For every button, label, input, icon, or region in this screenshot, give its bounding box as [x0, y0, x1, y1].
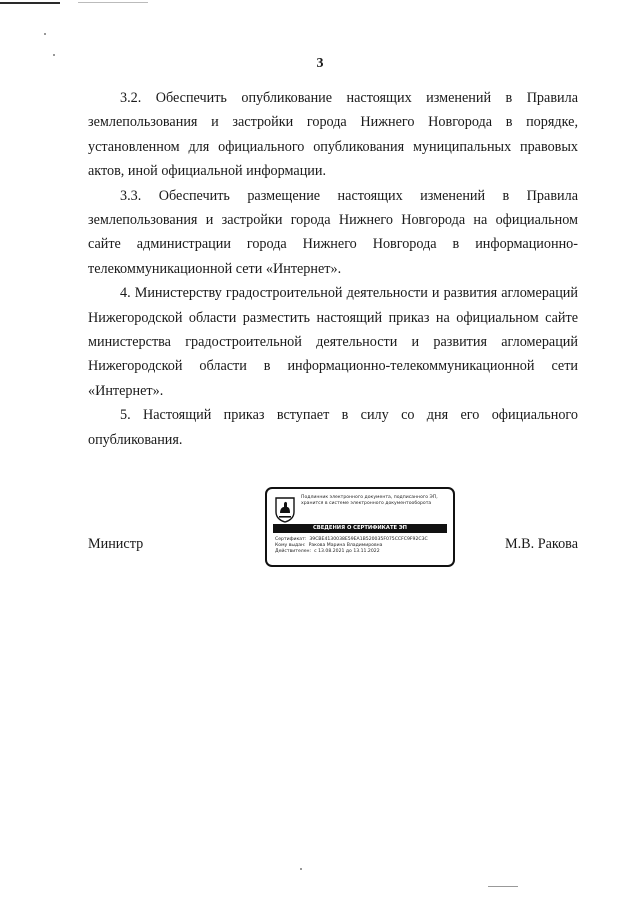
coat-of-arms-icon: [275, 497, 295, 523]
certificate-value: 39CBE4130038E59EA1B520035F075CCFC9F92C3C: [309, 537, 428, 542]
validity-label: Действителен:: [275, 549, 312, 555]
paragraph-3-2: 3.2. Обеспечить опубликование настоящих изменений в Правила землепользования и застройки города Нижнего Новгорода в порядке, установленном для официального опубликования муниципальных правовых актов, иной официальной информации.: [88, 90, 578, 180]
stamp-details: [275, 537, 451, 556]
stamp-header-line: хранится в системе электронного документооборота: [301, 501, 432, 506]
signatory-title: Министр: [88, 536, 144, 552]
scan-edge-mark: [78, 2, 148, 3]
issued-to-value: Ракова Марина Владимировна: [308, 543, 383, 549]
scan-speck: [300, 868, 302, 870]
scan-edge-mark: [0, 2, 60, 4]
paragraph-3-3: 3.3. Обеспечить размещение настоящих изменений в Правила землепользования и застройки города Нижнего Новгорода на официальном сайте администрации города Нижнего Новгорода в информационно-телекоммуникационной сети «Интернет».: [88, 187, 578, 277]
paragraph-4: 4. Министерству градостроительной деятельности и развития агломераций Нижегородской области разместить настоящий приказ на официальном сайте министерства градостроительной деятельности и развития агломераций Нижегородской области в информационно-телекоммуникационной сети «Интернет».: [88, 285, 578, 399]
signatory-name: М.В. Ракова: [505, 536, 578, 552]
stamp-header: [301, 495, 451, 507]
document-body: [88, 86, 578, 452]
page-number: 3: [316, 56, 324, 71]
scan-edge-mark: [488, 886, 518, 887]
paragraph-5: 5. Настоящий приказ вступает в силу со дня его официального опубликования.: [88, 407, 578, 448]
validity-row: [275, 549, 451, 555]
electronic-signature-stamp: [265, 487, 455, 567]
scan-speck: [44, 33, 46, 35]
validity-value: с 13.08.2021 до 13.11.2022: [314, 549, 380, 555]
stamp-header-line: Подлинник электронного документа, подписанного ЭП,: [301, 495, 438, 500]
issued-to-label: Кому выдан:: [275, 543, 306, 549]
stamp-title-bar: СВЕДЕНИЯ О СЕРТИФИКАТЕ ЭП: [273, 524, 447, 533]
certificate-label: Сертификат:: [275, 537, 307, 542]
